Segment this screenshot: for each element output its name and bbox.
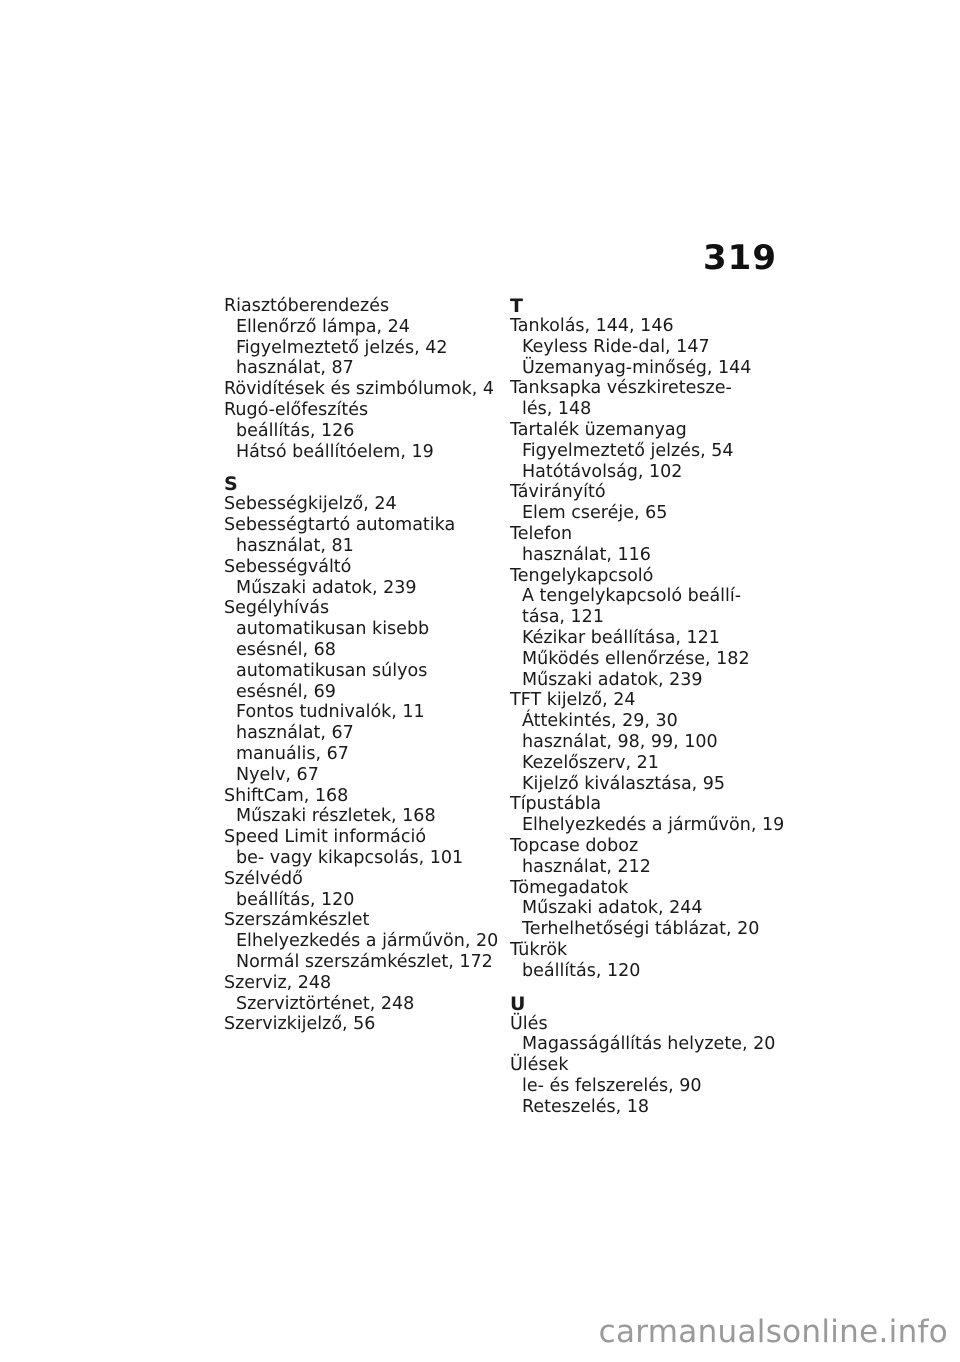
index-subentry: használat, 98, 99, 100 (522, 731, 718, 752)
index-entry: TFT kijelző, 24 (510, 690, 636, 711)
index-subentry: használat, 212 (522, 856, 651, 877)
index-subentry: használat, 116 (522, 544, 651, 565)
index-subentry: Szerviztörténet, 248 (236, 993, 415, 1014)
index-subentry: A tengelykapcsoló beállí- (522, 586, 742, 607)
index-subentry: használat, 81 (236, 535, 354, 556)
index-entry: Speed Limit információ (224, 827, 427, 848)
index-subentry: Üzemanyag-minőség, 144 (522, 357, 752, 378)
index-subentry: Magasságállítás helyzete, 20 (522, 1034, 776, 1055)
index-subentry: Hatótávolság, 102 (522, 461, 683, 482)
index-entry: ShiftCam, 168 (224, 785, 349, 806)
index-column-right (510, 296, 800, 1117)
index-subentry: esésnél, 69 (236, 681, 336, 702)
index-entry: Ülés (510, 1013, 548, 1034)
section-letter: T (510, 295, 523, 317)
index-entry: Tömegadatok (510, 877, 629, 898)
index-subentry: Elhelyezkedés a járművön, 19 (522, 815, 785, 836)
index-entry: Tükrök (510, 939, 568, 960)
index-subentry: Normál szerszámkészlet, 172 (236, 951, 493, 972)
index-subentry: Műszaki részletek, 168 (236, 806, 436, 827)
index-subentry: Elem cseréje, 65 (522, 503, 668, 524)
index-subentry: Műszaki adatok, 239 (522, 669, 703, 690)
index-subentry: Reteszelés, 18 (522, 1096, 649, 1117)
index-entry: Ülések (510, 1055, 569, 1076)
index-entry: Szervizkijelző, 56 (224, 1014, 376, 1035)
index-subentry: Nyelv, 67 (236, 764, 319, 785)
index-entry: Sebességkijelző, 24 (224, 494, 397, 515)
index-entry: Távirányító (510, 482, 606, 503)
index-subentry: Működés ellenőrzése, 182 (522, 648, 750, 669)
index-subentry: Hátsó beállítóelem, 19 (236, 441, 434, 462)
index-subentry: beállítás, 120 (522, 960, 641, 981)
index-subentry: lés, 148 (522, 399, 592, 420)
index-subentry: tása, 121 (522, 607, 604, 628)
index-entry: Topcase doboz (510, 835, 639, 856)
index-subentry: beállítás, 126 (236, 420, 355, 441)
index-subentry: használat, 87 (236, 358, 354, 379)
section-letter: S (224, 473, 238, 496)
index-subentry: be- vagy kikapcsolás, 101 (236, 847, 464, 868)
index-subentry: automatikusan kisebb (236, 619, 430, 640)
index-subentry: manuális, 67 (236, 743, 349, 764)
index-subentry: Kezelőszerv, 21 (522, 752, 659, 773)
index-subentry: le- és felszerelés, 90 (522, 1075, 702, 1096)
index-entry: Riasztóberendezés (224, 296, 390, 316)
index-subentry: Áttekintés, 29, 30 (522, 711, 678, 732)
index-subentry: használat, 67 (236, 723, 354, 744)
index-entry: Szerviz, 248 (224, 972, 332, 993)
index-subentry: Elhelyezkedés a járművön, 20 (236, 931, 499, 952)
index-subentry: Fontos tudnivalók, 11 (236, 702, 425, 723)
index-subentry: Keyless Ride-dal, 147 (522, 336, 710, 357)
index-entry: Tengelykapcsoló (510, 565, 654, 586)
index-entry: Tartalék üzemanyag (510, 419, 687, 440)
index-subentry: Terhelhetőségi táblázat, 20 (522, 919, 760, 940)
index-subentry: Figyelmeztető jelzés, 42 (236, 337, 448, 358)
section-letter: U (510, 992, 526, 1015)
page-number: 319 (703, 238, 777, 278)
index-subentry: Ellenőrző lámpa, 24 (236, 316, 410, 337)
index-subentry: automatikusan súlyos (236, 660, 428, 681)
index-entry: Segélyhívás (224, 598, 330, 619)
index-subentry: esésnél, 68 (236, 639, 336, 660)
index-entry: Rövidítések és szimbólumok, 4 (224, 379, 495, 400)
index-entry: Szerszámkészlet (224, 910, 370, 931)
index-column-left (224, 296, 499, 1035)
index-entry: Tanksapka vészkiretesze- (510, 378, 732, 399)
index-subentry: Figyelmeztető jelzés, 54 (522, 440, 734, 461)
index-entry: Szélvédő (224, 868, 303, 889)
index-entry: Típustábla (510, 794, 602, 815)
index-subentry: Műszaki adatok, 244 (522, 898, 703, 919)
index-entry: Telefon (510, 523, 573, 544)
index-entry: Sebességváltó (224, 556, 352, 577)
index-entry: Tankolás, 144, 146 (510, 316, 674, 336)
index-entry: Rugó-előfeszítés (224, 399, 369, 420)
index-subentry: beállítás, 120 (236, 889, 355, 910)
index-subentry: Kézikar beállítása, 121 (522, 627, 720, 648)
watermark-text: carmanualsonline.info (598, 1314, 948, 1350)
index-entry: Sebességtartó automatika (224, 515, 456, 536)
index-subentry: Kijelző kiválasztása, 95 (522, 773, 726, 794)
index-subentry: Műszaki adatok, 239 (236, 577, 417, 598)
